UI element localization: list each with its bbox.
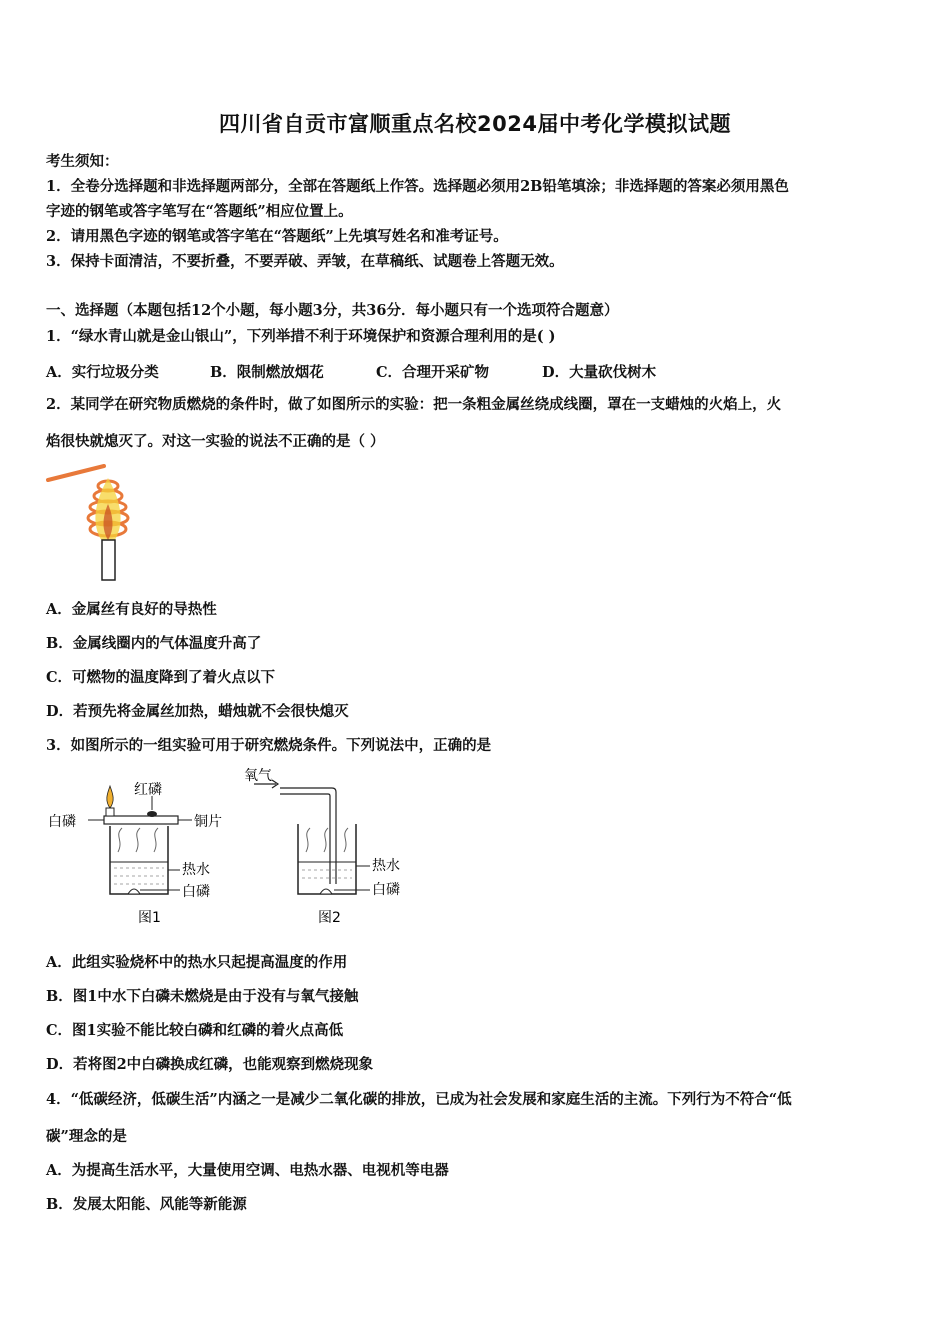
metal-wire (48, 466, 104, 480)
notice-item: 2．请用黑色字迹的钢笔或答字笔在“答题纸”上先填写姓名和准考证号。 (46, 228, 508, 245)
label-hot-water: 热水 (372, 858, 400, 874)
question-1-stem: 1．“绿水青山就是金山银山”，下列举措不利于环境保护和资源合理利用的是( ) (46, 328, 556, 345)
label-red-phosphorus: 红磷 (134, 782, 162, 798)
question-2-stem: 2．某同学在研究物质燃烧的条件时，做了如图所示的实验：把一条粗金属丝绕成线圈，罩在一支蜡烛的火焰上，火 (46, 396, 782, 413)
white-phosphorus-underwater (128, 889, 140, 894)
flame-icon (107, 786, 113, 808)
question-2-option-c: C．可燃物的温度降到了着火点以下 (46, 669, 276, 686)
option-c: C．合理开采矿物 (376, 364, 490, 381)
question-3-option-d: D．若将图2中白磷换成红磷，也能观察到燃烧现象 (46, 1056, 374, 1073)
notice-item: 1．全卷分选择题和非选择题两部分，全部在答题纸上作答。选择题必须用2B铅笔填涂；非选择题的答案必须用黑色 (46, 178, 789, 195)
notice-item: 字迹的钢笔或答字笔写在“答题纸”相应位置上。 (46, 203, 353, 220)
option-b: B．限制燃放烟花 (210, 364, 324, 381)
candle-coil-figure (44, 460, 144, 584)
page-title: 四川省自贡市富顺重点名校2024届中考化学模拟试题 (219, 112, 731, 136)
label-white-phosphorus: 白磷 (372, 882, 400, 898)
question-2-stem: 焰很快就熄灭了。对这一实验的说法不正确的是（ ） (46, 433, 385, 450)
candle (102, 540, 115, 580)
notice-item: 3．保持卡面清洁，不要折叠，不要弄破、弄皱，在草稿纸、试题卷上答题无效。 (46, 253, 564, 270)
question-4-stem: 4．“低碳经济，低碳生活”内涵之一是减少二氧化碳的排放，已成为社会发展和家庭生活的主流。下列行为不符合“低 (46, 1091, 792, 1108)
combustion-experiment-figure (44, 766, 424, 932)
figure-1 (48, 781, 222, 926)
label-oxygen: 氧气 (244, 768, 272, 784)
question-2-option-a: A．金属丝有良好的导热性 (46, 601, 217, 618)
option-a: A．实行垃圾分类 (46, 364, 159, 381)
question-4-option-a: A．为提高生活水平，大量使用空调、电热水器、电视机等电器 (46, 1162, 449, 1179)
question-3-option-a: A．此组实验烧杯中的热水只起提高温度的作用 (46, 954, 348, 971)
figure-1-caption: 图1 (138, 910, 161, 926)
label-copper-plate: 铜片 (194, 814, 222, 830)
notice-heading: 考生须知： (46, 153, 119, 170)
white-phosphorus-on-plate (106, 808, 114, 816)
figure-2-caption: 图2 (318, 910, 341, 926)
oxygen-tube (280, 788, 336, 884)
question-4-stem: 碳”理念的是 (46, 1128, 127, 1145)
steam (306, 828, 348, 852)
question-3-stem: 3．如图所示的一组实验可用于研究燃烧条件。下列说法中，正确的是 (46, 737, 492, 754)
copper-plate (104, 816, 178, 824)
steam (118, 828, 158, 852)
label-white-phosphorus: 白磷 (48, 814, 76, 830)
section-heading: 一、选择题（本题包括12个小题，每小题3分，共36分．每小题只有一个选项符合题意） (46, 302, 619, 319)
option-d: D．大量砍伐树木 (542, 364, 657, 381)
red-phosphorus (147, 811, 157, 817)
question-3-option-b: B．图1中水下白磷未燃烧是由于没有与氧气接触 (46, 988, 359, 1005)
question-3-option-c: C．图1实验不能比较白磷和红磷的着火点高低 (46, 1022, 344, 1039)
question-2-option-b: B．金属线圈内的气体温度升高了 (46, 635, 262, 652)
question-2-option-d: D．若预先将金属丝加热，蜡烛就不会很快熄灭 (46, 703, 349, 720)
white-phosphorus-underwater (320, 889, 332, 894)
label-white-phosphorus-bottom: 白磷 (182, 884, 210, 900)
figure-2 (244, 768, 400, 926)
question-4-option-b: B．发展太阳能、风能等新能源 (46, 1196, 247, 1213)
question-1-options (46, 361, 656, 382)
label-hot-water: 热水 (182, 862, 210, 878)
